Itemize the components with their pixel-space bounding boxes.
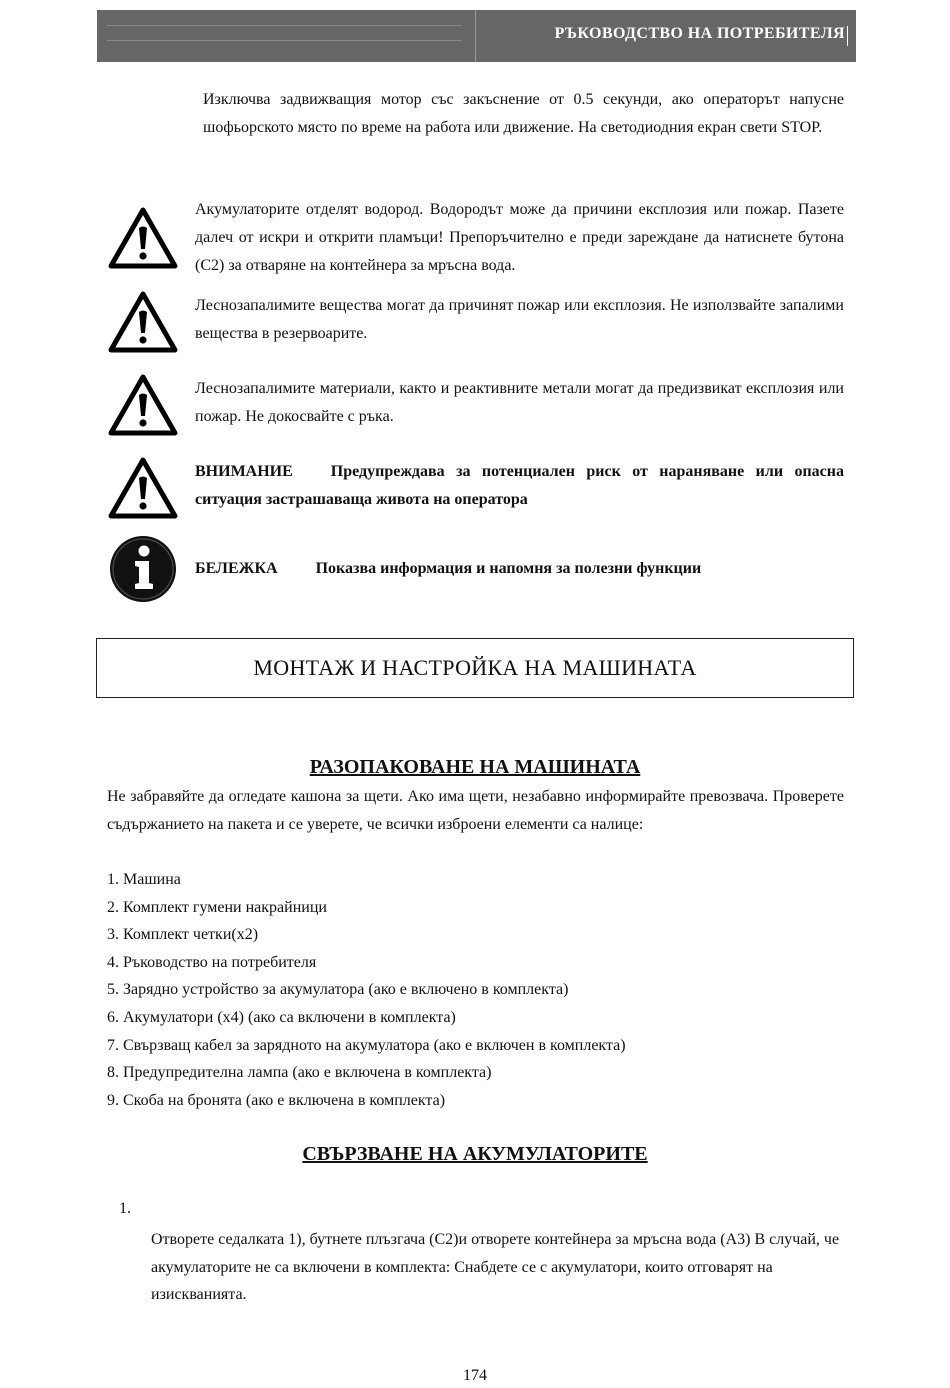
warning-description: Предупреждава за потенциален риск от нараняване или опасна ситуация застрашаваща живота на оператора xyxy=(195,463,844,508)
warning-triangle-icon xyxy=(108,456,178,520)
intro-paragraph: Изключва задвижващия мотор със закъснение от 0.5 секунди, ако операторът напусне шофьорското място по време на работа или движение. На светодиодния екран свети STOP. xyxy=(203,91,844,136)
list-item: 5. Зарядно устройство за акумулатора (ако е включено в комплекта) xyxy=(107,981,569,999)
header-decor-line xyxy=(107,25,462,26)
unpacking-paragraph: Не забравяйте да огледате кашона за щети. Ако има щети, незабавно информирайте превозвача. Проверете съдържанието на пакета и се уверете, че всички изброени елементи са налице: xyxy=(107,788,844,833)
warning-text: Акумулаторите отделят водород. Водородът може да причини експлозия или пожар. Пазете далеч от искри и открити пламъци! Препоръчително е преди зареждане да натиснете бутона (C2) за отваряне на контейнера за мръсна вода. xyxy=(195,201,844,274)
list-item: 6. Акумулатори (x4) (ако са включени в комплекта) xyxy=(107,1008,456,1026)
note-text xyxy=(195,555,844,583)
section-title: МОНТАЖ И НАСТРОЙКА НА МАШИНАТА xyxy=(253,655,697,680)
list-item: 2. Комплект гумени накрайници xyxy=(107,898,327,916)
warning-triangle-icon xyxy=(108,373,178,437)
package-contents-list xyxy=(107,866,844,1114)
step-number: 1. xyxy=(119,1200,131,1217)
list-item: 1. Машина xyxy=(107,871,181,888)
unpacking-heading: РАЗОПАКОВАНЕ НА МАШИНАТА xyxy=(309,756,641,778)
note-label: БЕЛЕЖКА xyxy=(195,560,278,577)
warning-triangle-icon xyxy=(108,290,178,354)
section-title-box xyxy=(96,638,854,698)
warning-text: Леснозапалимите вещества могат да причинят пожар или експлозия. Не използвайте запалими вещества в резервоарите. xyxy=(195,297,844,342)
note-description: Показва информация и напомня за полезни функции xyxy=(315,560,702,577)
header-title: РЪКОВОДСТВО НА ПОТРЕБИТЕЛЯ xyxy=(554,25,845,42)
header-divider xyxy=(475,10,476,62)
list-item: 9. Скоба на бронята (ако е включена в комплекта) xyxy=(107,1091,446,1109)
warning-text xyxy=(195,458,844,514)
header-divider xyxy=(847,26,848,46)
warning-text: Леснозапалимите материали, както и реактивните метали могат да предизвикат експлозия или пожар. Не докосвайте с ръка. xyxy=(195,380,844,425)
warning-triangle-icon xyxy=(108,206,178,270)
list-item: 7. Свързващ кабел за зарядното на акумулатора (ако е включен в комплекта) xyxy=(107,1036,626,1054)
page-number: 174 xyxy=(463,1367,487,1384)
list-item: 4. Ръководство на потребителя xyxy=(107,953,317,971)
step-text: Отворете седалката 1), бутнете плъзгача (C2)и отворете контейнера за мръсна вода (A3) В случай, че акумулаторите не са включени в комплекта: Снабдете се с акумулатори, които отговарят на изискванията. xyxy=(151,1231,840,1303)
batteries-heading: СВЪРЗВАНЕ НА АКУМУЛАТОРИТЕ xyxy=(302,1143,648,1165)
warning-label: ВНИМАНИЕ xyxy=(195,463,293,480)
header-decor-line xyxy=(107,40,462,41)
page-header xyxy=(97,10,856,62)
info-circle-icon xyxy=(108,534,178,604)
list-item: 3. Комплект четки(x2) xyxy=(107,926,259,944)
list-item: 8. Предупредителна лампа (ако е включена в комплекта) xyxy=(107,1064,492,1082)
